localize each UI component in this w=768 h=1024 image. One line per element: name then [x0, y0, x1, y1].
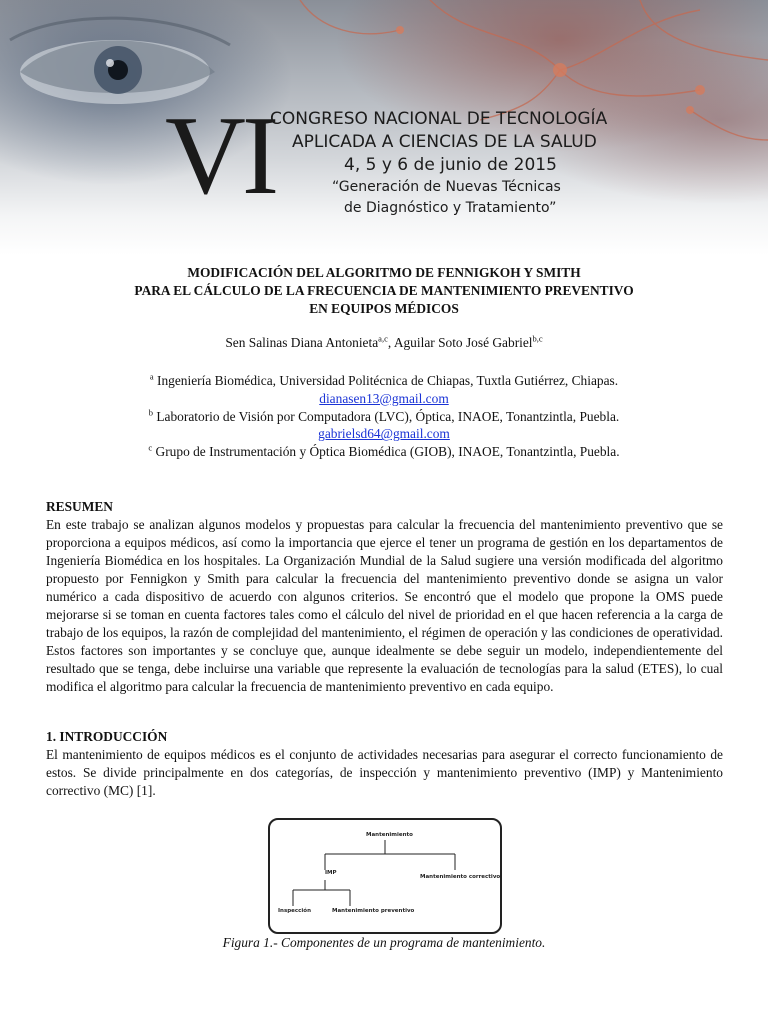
paper-title-line: PARA EL CÁLCULO DE LA FRECUENCIA DE MANTENIMIENTO PREVENTIVO: [134, 283, 634, 298]
maintenance-diagram: [268, 818, 502, 934]
affiliation-list: [40, 372, 728, 461]
congress-title-block: [270, 108, 690, 219]
congress-motto-line1: “Generación de Nuevas Técnicas: [332, 179, 561, 195]
author-email-link[interactable]: dianasen13@gmail.com: [319, 390, 449, 406]
paper-title-line: MODIFICACIÓN DEL ALGORITMO DE FENNIGKOH Y SMITH: [187, 265, 581, 280]
affiliation-text: Grupo de Instrumentación y Óptica Biomédica (GIOB), INAOE, Tonantzintla, Puebla.: [152, 444, 620, 460]
diagram-node-corrective: Mantenimiento correctivo: [420, 874, 501, 880]
introduction-heading: 1. INTRODUCCIÓN: [46, 729, 168, 744]
abstract-heading: RESUMEN: [46, 499, 113, 514]
paper-title: [40, 264, 728, 318]
author-list: [40, 334, 728, 352]
author-affiliation-mark: a,c: [378, 333, 388, 344]
introduction-section: [46, 728, 723, 800]
diagram-node-imp: IMP: [325, 870, 337, 876]
affiliation-item: [40, 372, 728, 390]
affiliation-text: Ingeniería Biomédica, Universidad Politécnica de Chiapas, Tuxtla Gutiérrez, Chiapas.: [153, 373, 619, 388]
author-separator: ,: [387, 335, 394, 350]
congress-dates: 4, 5 y 6 de junio de 2015: [344, 155, 557, 175]
author-name: Aguilar Soto José Gabriel: [393, 335, 533, 350]
congress-numeral: VI: [165, 94, 276, 218]
author-name: Sen Salinas Diana Antonieta: [225, 335, 379, 350]
congress-name-line1: CONGRESO NACIONAL DE TECNOLOGÍA: [270, 109, 608, 129]
abstract-section: [46, 498, 723, 696]
abstract-body: En este trabajo se analizan algunos modelos y propuestas para calcular la frecuencia del mantenimiento preventivo que se proporciona a equipos médicos, así como la importancia que ejerce el tener un programa de gestión en los departamentos de Ingeniería Biomédica en los hospitales. La Organización Mundial de la Salud sugiere una versión modificada del algoritmo propuesto por Fennigkon y Smith para calcular la frecuencia del mantenimiento preventivo donde se asigna un valor numérico a cada dispositivo de acuerdo con algunos criterios. Se encontró que el modelo que propone la OMS puede mejorarse si se toman en cuenta factores tales como el cálculo del nivel de prioridad en el que hacen referencia a la carga de trabajo de los equipos, la razón de complejidad del mantenimiento, el régimen de operación y las condiciones de operatividad. Estos factores son importantes y se concluye que, aunque idealmente se debe seguir un modelo, independientemente del resultado que se tenga, debe incluirse una variable que represente la evaluación de tecnologías para la salud (ETES), lo cual modifica el algoritmo para calcular la frecuencia de mantenimiento preventivo en cada equipo.: [46, 517, 723, 694]
diagram-node-preventive: Mantenimiento preventivo: [332, 908, 415, 914]
affiliation-text: Laboratorio de Visión por Computadora (LVC), Óptica, INAOE, Tonantzintla, Puebla.: [153, 408, 620, 424]
affiliation-item: [40, 443, 728, 461]
affiliation-mark: b: [148, 407, 154, 418]
author-email-link[interactable]: gabrielsd64@gmail.com: [318, 426, 450, 442]
congress-name-line2: APLICADA A CIENCIAS DE LA SALUD: [292, 132, 597, 152]
congress-banner: [0, 0, 768, 255]
affiliation-mark: a: [149, 371, 154, 382]
affiliation-mark: c: [148, 442, 153, 453]
congress-motto-line2: de Diagnóstico y Tratamiento”: [344, 200, 557, 216]
figure-caption: Figura 1.- Componentes de un programa de mantenimiento.: [222, 935, 546, 950]
author-affiliation-mark: b,c: [532, 333, 543, 344]
paper-title-line: EN EQUIPOS MÉDICOS: [309, 301, 459, 316]
diagram-node-maintenance: Mantenimiento: [366, 832, 413, 838]
introduction-body: El mantenimiento de equipos médicos es el conjunto de actividades necesarias para asegurar el correcto funcionamiento de estos. Se divide principalmente en dos categorías, de inspección y mantenimiento preventivo (IMP) y Mantenimiento correctivo (MC) [1].: [46, 747, 723, 798]
affiliation-item: [40, 408, 728, 426]
diagram-node-inspection: Inspección: [278, 908, 312, 914]
